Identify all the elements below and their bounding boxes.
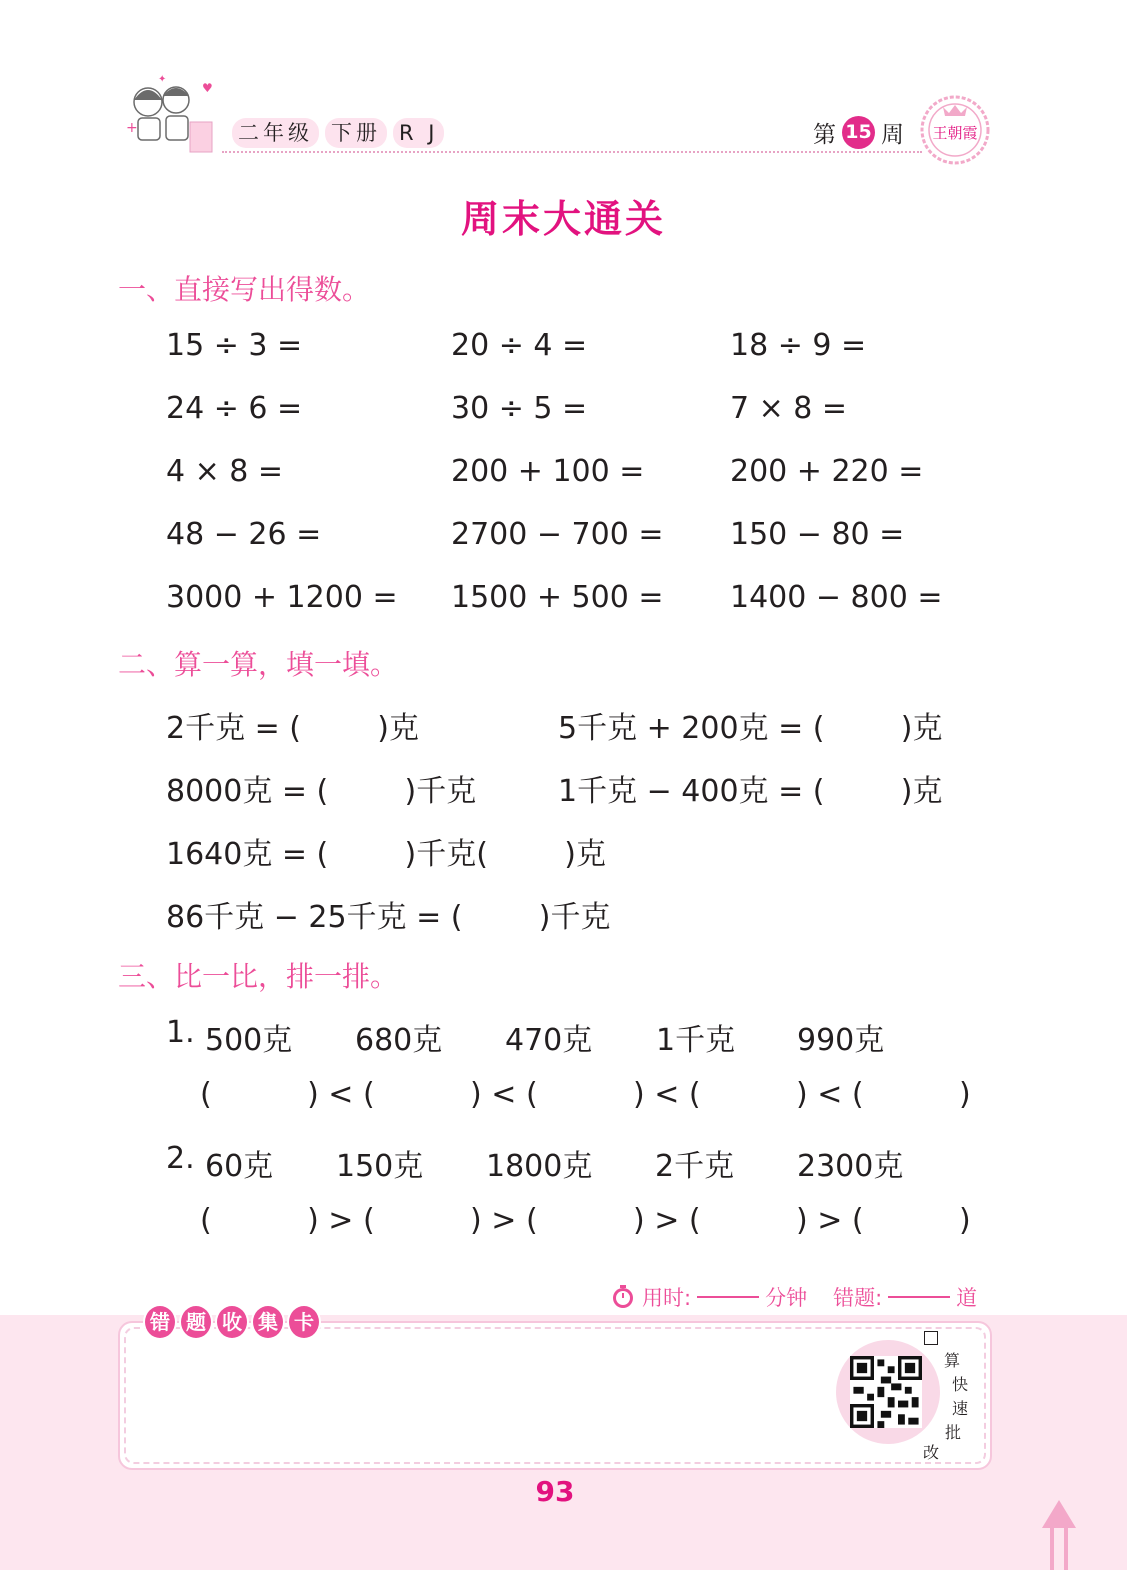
grade-info <box>232 118 444 148</box>
tag-char: 错 <box>143 1304 177 1340</box>
fill-item-1: 2千克 = ( )克 <box>166 711 419 746</box>
compare-q2-item: 1800克 <box>486 1149 593 1184</box>
grade-chip: 二年级 <box>232 118 319 148</box>
fill-item-5: 1640克 = ( )千克( )克 <box>166 837 606 872</box>
compare-q1-item: 990克 <box>797 1023 885 1058</box>
calc-5-2: 1500 + 500 = <box>451 580 664 615</box>
qr-caption-char: 算 <box>944 1351 961 1370</box>
compare-q2-item: 150克 <box>336 1149 424 1184</box>
brand-seal-logo <box>918 93 992 167</box>
compare-q2-label: 2. <box>166 1141 195 1176</box>
fill-item-2: 5千克 + 200克 = ( )克 <box>558 711 943 746</box>
volume-chip: 下册 <box>325 118 387 148</box>
calc-3-1: 4 × 8 = <box>166 454 284 489</box>
errors-label: 错题: <box>833 1286 883 1310</box>
compare-q1-order: ( ) < ( ) < ( ) < ( ) < ( ) <box>200 1077 971 1112</box>
compare-q1-label: 1. <box>166 1015 195 1050</box>
svg-text:+: + <box>126 120 138 136</box>
calc-5-1: 3000 + 1200 = <box>166 580 398 615</box>
tag-char: 收 <box>215 1304 249 1340</box>
calc-3-2: 200 + 100 = <box>451 454 645 489</box>
calc-1-1: 15 ÷ 3 = <box>166 328 303 363</box>
week-indicator <box>813 116 904 149</box>
time-blank[interactable] <box>697 1296 759 1298</box>
section1-heading: 一、直接写出得数。 <box>118 273 371 306</box>
section2-heading: 二、算一算，填一填。 <box>118 648 399 681</box>
stopwatch-icon <box>610 1284 636 1310</box>
compare-q1-item: 680克 <box>355 1023 443 1058</box>
qr-caption-char: 改 <box>923 1443 940 1462</box>
up-arrow-icon <box>1040 1498 1078 1570</box>
compare-q2-order: ( ) > ( ) > ( ) > ( ) > ( ) <box>200 1203 971 1238</box>
qr-caption-char: 快 <box>952 1375 969 1394</box>
edition-chip: R J <box>393 118 444 148</box>
header-divider <box>222 151 922 153</box>
page-title: 周末大通关 <box>460 197 666 241</box>
compare-q2-item: 2300克 <box>797 1149 904 1184</box>
calc-2-2: 30 ÷ 5 = <box>451 391 588 426</box>
time-error-record <box>610 1282 977 1312</box>
calc-1-2: 20 ÷ 4 = <box>451 328 588 363</box>
errors-blank[interactable] <box>888 1296 950 1298</box>
compare-q1-item: 470克 <box>505 1023 593 1058</box>
qr-caption-char: 批 <box>945 1423 962 1442</box>
calc-3-3: 200 + 220 = <box>730 454 924 489</box>
svg-text:✦: ✦ <box>158 74 167 85</box>
children-illustration <box>118 72 218 158</box>
svg-text:王朝霞: 王朝霞 <box>932 124 978 142</box>
qr-code-icon[interactable] <box>850 1356 922 1428</box>
compare-q2-item: 60克 <box>205 1149 274 1184</box>
time-label: 用时: <box>642 1286 692 1310</box>
calc-4-1: 48 − 26 = <box>166 517 322 552</box>
qr-caption-char: 速 <box>952 1399 969 1418</box>
calc-2-3: 7 × 8 = <box>730 391 848 426</box>
compare-q1-item: 1千克 <box>656 1023 736 1058</box>
error-card-tag <box>143 1304 321 1340</box>
compare-q1-item: 500克 <box>205 1023 293 1058</box>
fill-item-4: 1千克 − 400克 = ( )克 <box>558 774 943 809</box>
tag-char: 集 <box>251 1304 285 1340</box>
tag-char: 题 <box>179 1304 213 1340</box>
time-unit: 分钟 <box>765 1286 808 1310</box>
week-prefix: 第 <box>813 122 836 148</box>
page-number: 93 <box>535 1475 575 1508</box>
compare-q2-item: 2千克 <box>655 1149 735 1184</box>
calc-2-1: 24 ÷ 6 = <box>166 391 303 426</box>
fill-item-6: 86千克 − 25千克 = ( )千克 <box>166 900 611 935</box>
calc-1-3: 18 ÷ 9 = <box>730 328 867 363</box>
fill-item-3: 8000克 = ( )千克 <box>166 774 477 809</box>
calc-4-3: 150 − 80 = <box>730 517 905 552</box>
errors-unit: 道 <box>956 1286 978 1310</box>
svg-text:♥: ♥ <box>202 81 213 95</box>
calc-4-2: 2700 − 700 = <box>451 517 664 552</box>
section3-heading: 三、比一比，排一排。 <box>118 960 399 993</box>
week-suffix: 周 <box>881 122 904 148</box>
checkbox-icon <box>924 1331 938 1345</box>
week-number: 15 <box>842 116 875 149</box>
tag-char: 卡 <box>287 1304 321 1340</box>
calc-5-3: 1400 − 800 = <box>730 580 943 615</box>
